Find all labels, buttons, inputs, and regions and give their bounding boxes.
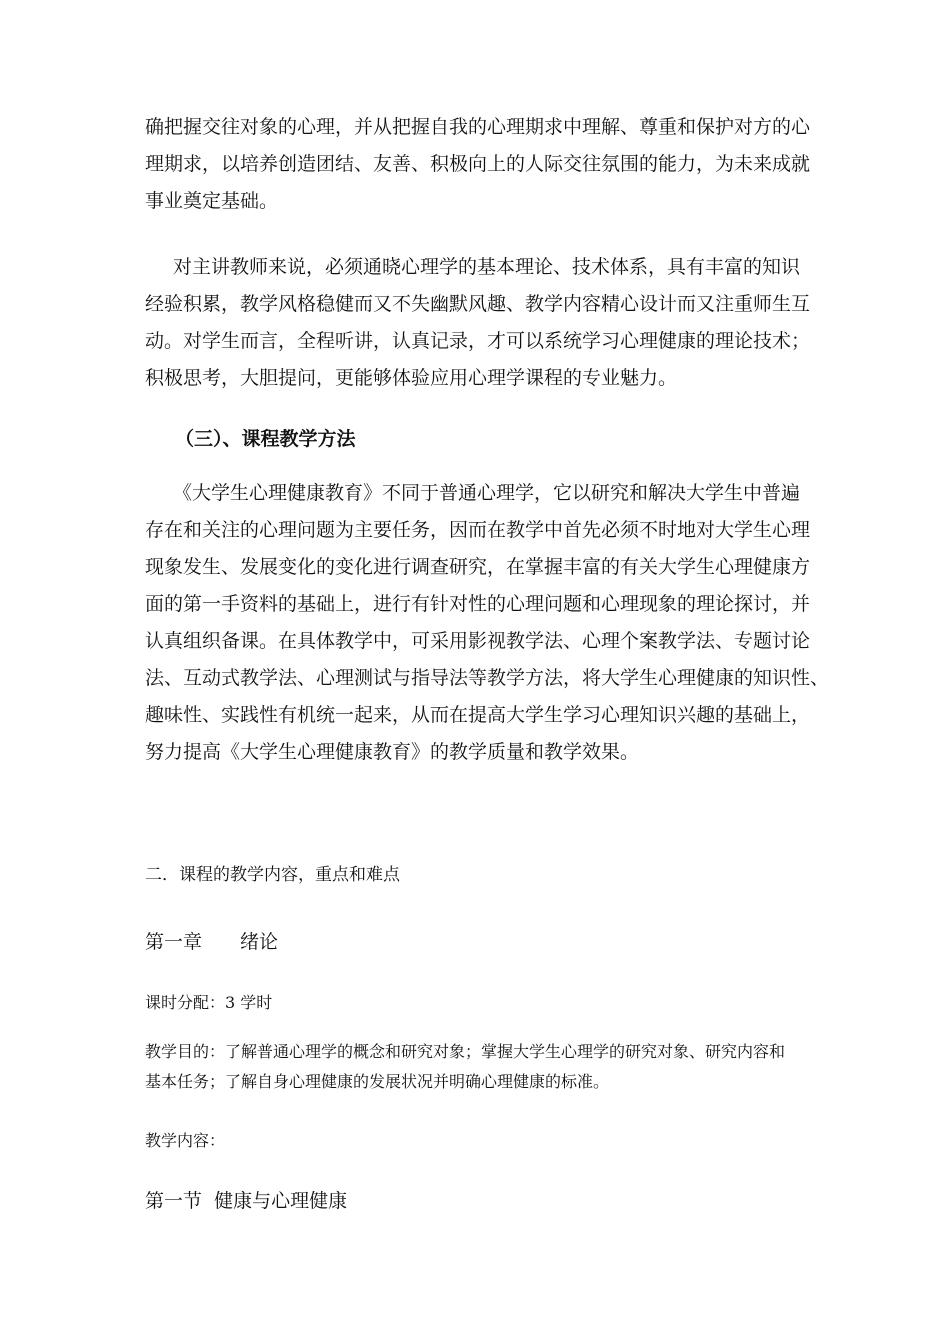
- text-line: 理期求，以培养创造团结、友善、积极向上的人际交往氛围的能力，为未来成就: [145, 153, 811, 175]
- teaching-objective: [145, 1037, 810, 1097]
- text-line: 动。对学生而言，全程听讲，认真记录，才可以系统学习心理健康的理论技术；: [145, 330, 811, 352]
- text-line: 事业奠定基础。: [145, 190, 279, 212]
- section-title-teaching-content: 二．课程的教学内容，重点和难点: [145, 865, 400, 885]
- text-line: 努力提高《大学生心理健康教育》的教学质量和教学效果。: [145, 741, 640, 763]
- text-line: 法、互动式教学法、心理测试与指导法等教学方法，将大学生心理健康的知识性、: [145, 667, 830, 689]
- text-line: 基本任务；了解自身心理健康的发展状况并明确心理健康的标准。: [145, 1072, 610, 1091]
- paragraph-teacher-student: [145, 249, 810, 397]
- teaching-content-label: 教学内容：: [145, 1131, 226, 1150]
- text-line: 现象发生、发展变化的变化进行调查研究，在掌握丰富的有关大学生心理健康方: [145, 556, 811, 578]
- section-title-health: 第一节 健康与心理健康: [145, 1190, 348, 1212]
- text-line: 经验积累，教学风格稳健而又不失幽默风趣、教学内容精心设计而又注重师生互: [145, 293, 811, 315]
- text-line: 对主讲教师来说，必须通晓心理学的基本理论、技术体系，具有丰富的知识: [173, 256, 801, 278]
- class-hours: 课时分配：3 学时: [145, 993, 273, 1012]
- text-line: 教学目的：了解普通心理学的概念和研究对象；掌握大学生心理学的研究对象、研究内容和: [145, 1042, 786, 1061]
- chapter-title: 第一章 绪论: [145, 931, 279, 953]
- paragraph-course-methods: [145, 475, 830, 771]
- text-line: 认真组织备课。在具体教学中，可采用影视教学法、心理个案教学法、专题讨论: [145, 630, 811, 652]
- paragraph-interpersonal: [145, 109, 810, 220]
- text-line: 趣味性、实践性有机统一起来，从而在提高大学生学习心理知识兴趣的基础上，: [145, 704, 811, 726]
- text-line: 面的第一手资料的基础上，进行有针对性的心理问题和心理现象的理论探讨，并: [145, 593, 811, 615]
- text-line: 存在和关注的心理问题为主要任务，因而在教学中首先必须不时地对大学生心理: [145, 519, 811, 541]
- text-line: 确把握交往对象的心理，并从把握自我的心理期求中理解、尊重和保护对方的心: [145, 116, 811, 138]
- heading-teaching-methods: （三）、课程教学方法: [175, 428, 356, 450]
- text-line: 积极思考，大胆提问，更能够体验应用心理学课程的专业魅力。: [145, 367, 678, 389]
- text-line: 《大学生心理健康教育》不同于普通心理学，它以研究和解决大学生中普遍: [173, 482, 801, 504]
